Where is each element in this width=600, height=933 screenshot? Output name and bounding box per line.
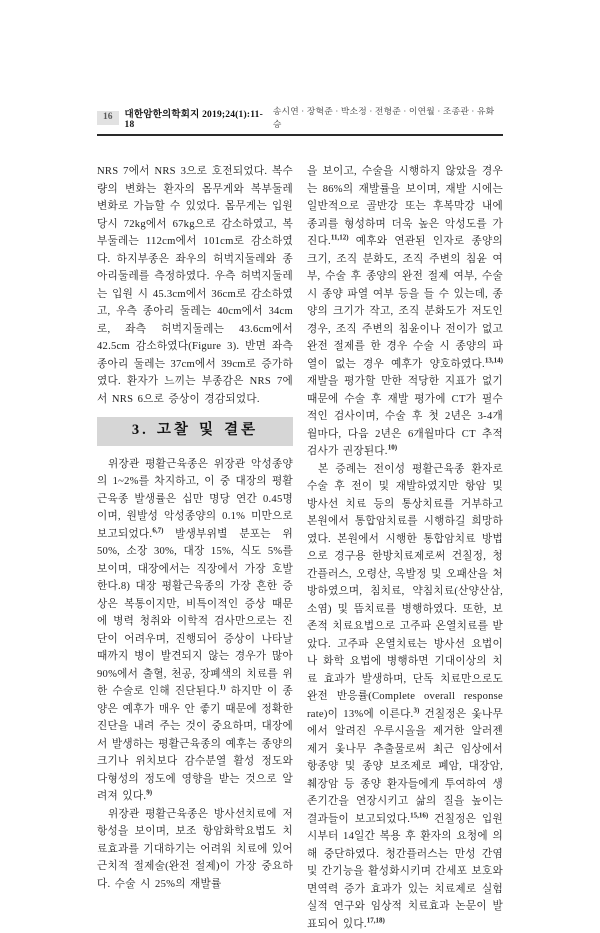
paragraph-case-integrative-treatment: 본 증례는 전이성 평활근육종 환자로 수술 후 전이 및 재발하였지만 항암 및 방사선 치료 등의 통상치료를 거부하고 본원에서 통합암치료를 시행하길 희망하였다. 본원에서 시행한 통합암치료 방법으로 경구용 한방치료제로써 건칠정, 청간플러스, 오령산, 옥발정 및 오패산을 처방하였으며, 침치료, 약침치료(산양산삼, 소염) 및 뜸치료를 병행하였다. 또한, 보존적 치료요법으로 고주파 온열치료를 받았다. 고주파 온열치료는 방사선 요법이나 화학 요법에 병행하면 기대이상의 치료 효과가 발생하며, 단독 치료만으로도 완전 반응률(Complete overall response rate)이 13%에 이른다.$^{3)}$ 건칠정은 옻나무에서 알려진 우루시올을 제거한 알러젠 제거 옻나무 추출물로써 최근 임상에서 항종양 및 종양 보조제로 폐암, 대장암, 췌장암 등 종양 환자들에게 투여하여 생존기간을 연장시키고 삶의 질을 높이는 결과들이 보고되었다.$^{15,16)}$ 건칠정은 입원시부터 14일간 복용 후 환자의 요청에 의해 중단하였다. 청간플러스는 만성 간염 및 간기능을 활성화시키며 간세포 보호와 면역력 증가 효과가 있는 치료제로 실험실적 연구와 임상적 치료효과 논문이 발표되어 있다.$^{17,18)}$ xyxy=(307,461,503,933)
paragraph-case-results-continuation: NRS 7에서 NRS 3으로 호전되었다. 복수 량의 변화는 환자의 몸무게와 복부둘레 변화로 가늠할 수 있었다. 몸무게는 입원당시 72kg에서 67kg으로 감소하였고, 복부둘레는 112cm에서 101cm로 감소하였다. 하지부종은 좌우의 허벅지둘레와 종아리둘레를 측정하였다. 우측 허벅지둘레는 입원 시 45.3cm에서 36cm로 감소하였고, 우측 종아리 둘레는 40cm에서 34cm로, 좌측 허벅지둘레는 43.6cm에서 42.5cm 감소하였다(Figure 3). 반면 좌측 종아리 둘레는 37cm에서 39cm로 증가하였다. 환자가 느끼는 부종감은 NRS 7에서 NRS 6으로 증상이 경감되었다. xyxy=(97,163,293,408)
paragraph-discussion-treatment: 위장관 평활근육종은 방사선치료에 저항성을 보이며, 보조 항암화학요법도 치료효과를 기대하기는 어려워 치료에 있어 근치적 절제술(완전 절제)이 가장 중요하다. 수술 시 25%의 재발률 xyxy=(97,806,293,894)
citation-superscript: 10) xyxy=(388,443,397,451)
right-column xyxy=(307,163,503,933)
left-column xyxy=(97,163,293,933)
citation-superscript: 3) xyxy=(413,706,419,714)
citation-superscript: 17,18) xyxy=(367,916,385,924)
citation-superscript: 15,16) xyxy=(410,811,428,819)
page-number: 16 xyxy=(97,111,119,125)
authors-list: 송시연 · 장혁준 · 박소정 · 전형준 · 이연월 · 조종관 · 유화승 xyxy=(273,104,503,130)
running-header xyxy=(97,104,503,136)
journal-citation: 대한암한의학회지 2019;24(1):11-18 xyxy=(125,106,273,130)
section-heading-discussion: 3. 고찰 및 결론 xyxy=(97,417,293,446)
citation-superscript: 9) xyxy=(146,788,152,796)
citation-superscript: 6,7) xyxy=(152,526,163,534)
journal-page xyxy=(97,104,503,933)
paragraph-prognosis-continuation: 을 보이고, 수술을 시행하지 않았을 경우는 86%의 재발률을 보이며, 재발 시에는 일반적으로 골반강 또는 후복막강 내에 종괴를 형성하며 더욱 높은 악성도를 가진다.$^{11,12)}$ 예후와 연관된 인자로 종양의 크기, 조직 분화도, 조직 주변의 침윤 여부, 수술 후 종양의 완전 절제 여부, 수술 시 종양 파열 여부 등을 들 수 있는데, 종양의 크기가 작고, 조직 분화도가 저도인 경우, 조직 주변의 침윤이나 전이가 없고 완전 절제를 한 경우 수술 시 종양의 파열이 없는 경우 예후가 양호하였다.$^{13,14)}$ 재발을 평가할 만한 적당한 지표가 없기 때문에 수술 후 재발 평가에 CT가 필수적인 검사이며, 수술 후 첫 2년은 3-4개월마다, 다음 2년은 6개월마다 CT 추적 검사가 권장된다.$^{10)}$ xyxy=(307,163,503,461)
citation-superscript: 1) xyxy=(220,683,226,691)
two-column-body xyxy=(97,163,503,933)
paragraph-discussion-epidemiology: 위장관 평활근육종은 위장관 악성종양의 1~2%를 차지하고, 이 중 대장의 평활근육종 발생률은 십만 명당 연간 0.45명이며, 원발성 악성종양의 0.1% 미만으로 보고되었다.$^{6,7)}$ 발생부위별 분포는 위 50%, 소장 30%, 대장 15%, 식도 5%를 보이며, 대장에서는 직장에서 가장 호발한다.8) 대장 평활근육종의 가장 흔한 증상은 복통이지만, 비특이적인 증상 때문에 병력 청취와 이학적 검사만으로는 진단이 어려우며, 진행되어 증상이 나타날 때까지 병이 발견되지 않는 경우가 많아 90%에서 출혈, 천공, 장폐색의 치료를 위한 수술로 인해 진단된다.$^{1)}$ 하지만 이 종양은 예후가 매우 안 좋기 때문에 정확한 진단을 내려 주는 것이 중요하며, 대장에서 발생하는 평활근육종의 예후는 종양의 크기나 위치보다 감수분열 활성 정도와 다형성의 정도에 영향을 받는 것으로 알려져 있다.$^{9)}$ xyxy=(97,456,293,806)
citation-superscript: 11,12) xyxy=(331,233,349,241)
header-left xyxy=(97,106,273,130)
citation-superscript: 13,14) xyxy=(485,356,503,364)
